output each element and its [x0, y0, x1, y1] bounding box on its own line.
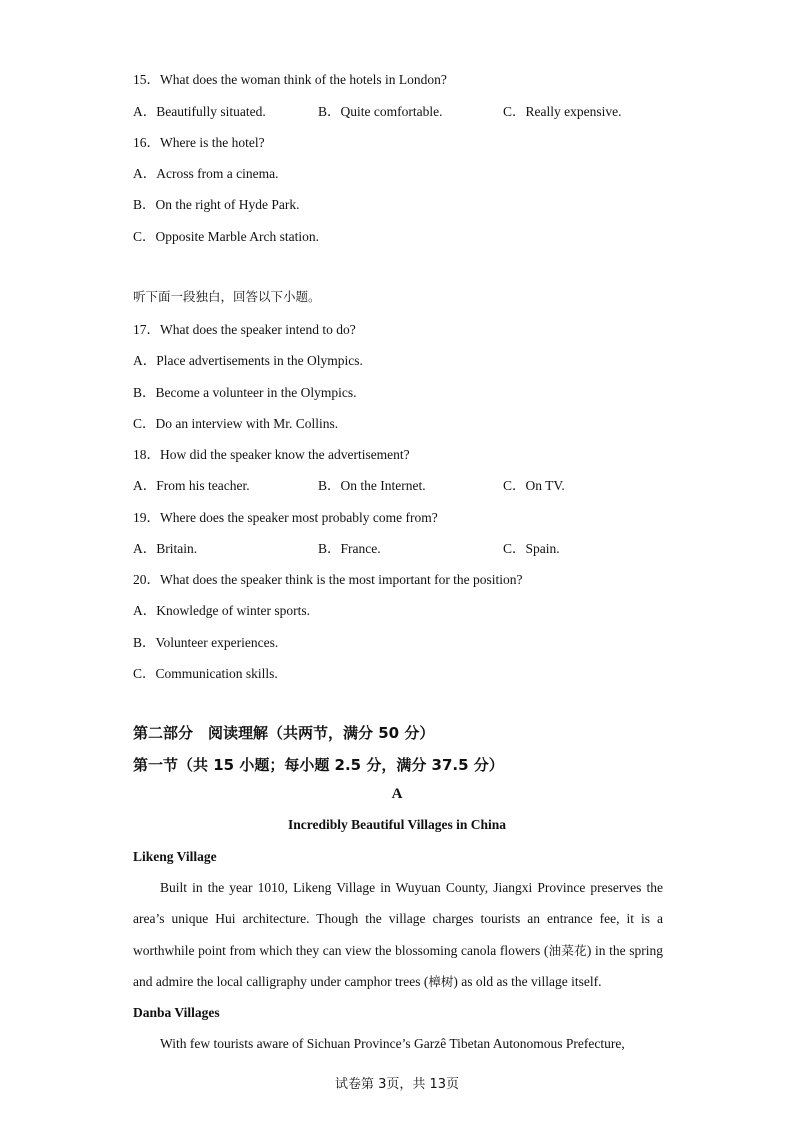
option-18-a: A．From his teacher. [133, 478, 250, 493]
page-footer: 试卷第 3页，共 13页 [334, 1077, 460, 1092]
option-15-a: A．Beautifully situated. [133, 104, 266, 119]
likeng-heading: Likeng Village [133, 849, 217, 864]
likeng-text-1: Built in the year 1010, Likeng Village in Wuyuan County, Jiangxi Province preserves the area’s unique Hui architecture. Though the village charges tourists an entrance fee, it is a worthwhile point from which they can view the blossoming canola flowers ( [133, 880, 663, 958]
option-20-b: B．Volunteer experiences. [133, 635, 279, 650]
likeng-text-2: ) in the spring and admire the local calligraphy under camphor trees ( [133, 942, 663, 989]
passage-title: Incredibly Beautiful Villages in China [287, 817, 507, 832]
option-17-c: C．Do an interview with Mr. Collins. [133, 416, 339, 431]
section-one-heading: 第一节（共 15 小题；每小题 2.5 分，满分 37.5 分） [133, 756, 504, 774]
option-19-b: B．France. [318, 541, 381, 556]
listening-instruction: 听下面一段独白，回答以下小题。 [133, 289, 321, 304]
option-20-c: C．Communication skills. [133, 666, 278, 681]
option-18-b: B．On the Internet. [318, 478, 426, 493]
passage-letter: A [391, 786, 403, 802]
question-16: 16．Where is the hotel? [133, 135, 265, 150]
likeng-cn-camphor: 樟树 [428, 973, 454, 989]
part-two-heading: 第二部分 阅读理解（共两节，满分 50 分） [133, 724, 435, 742]
option-15-c: C．Really expensive. [503, 104, 622, 119]
option-19-a: A．Britain. [133, 541, 198, 556]
option-16-c: C．Opposite Marble Arch station. [133, 229, 319, 244]
danba-paragraph: With few tourists aware of Sichuan Province’s Garzê Tibetan Autonomous Prefecture, [160, 1036, 625, 1051]
question-17: 17．What does the speaker intend to do? [133, 322, 356, 337]
likeng-text-3: ) as old as the village itself. [453, 973, 602, 989]
option-15-b: B．Quite comfortable. [318, 104, 443, 119]
option-16-a: A．Across from a cinema. [133, 166, 279, 181]
question-19: 19．Where does the speaker most probably come from? [133, 510, 438, 525]
option-18-c: C．On TV. [503, 478, 565, 493]
question-18: 18．How did the speaker know the advertisement? [133, 447, 410, 462]
option-17-a: A．Place advertisements in the Olympics. [133, 353, 363, 368]
option-20-a: A．Knowledge of winter sports. [133, 603, 310, 618]
question-20: 20．What does the speaker think is the most important for the position? [133, 572, 523, 587]
option-19-c: C．Spain. [503, 541, 560, 556]
option-17-b: B．Become a volunteer in the Olympics. [133, 385, 357, 400]
likeng-paragraph [133, 872, 663, 997]
danba-heading: Danba Villages [133, 1005, 220, 1020]
question-15: 15．What does the woman think of the hotels in London? [133, 72, 447, 87]
likeng-cn-canola: 油菜花 [548, 942, 587, 958]
option-16-b: B．On the right of Hyde Park. [133, 197, 300, 212]
